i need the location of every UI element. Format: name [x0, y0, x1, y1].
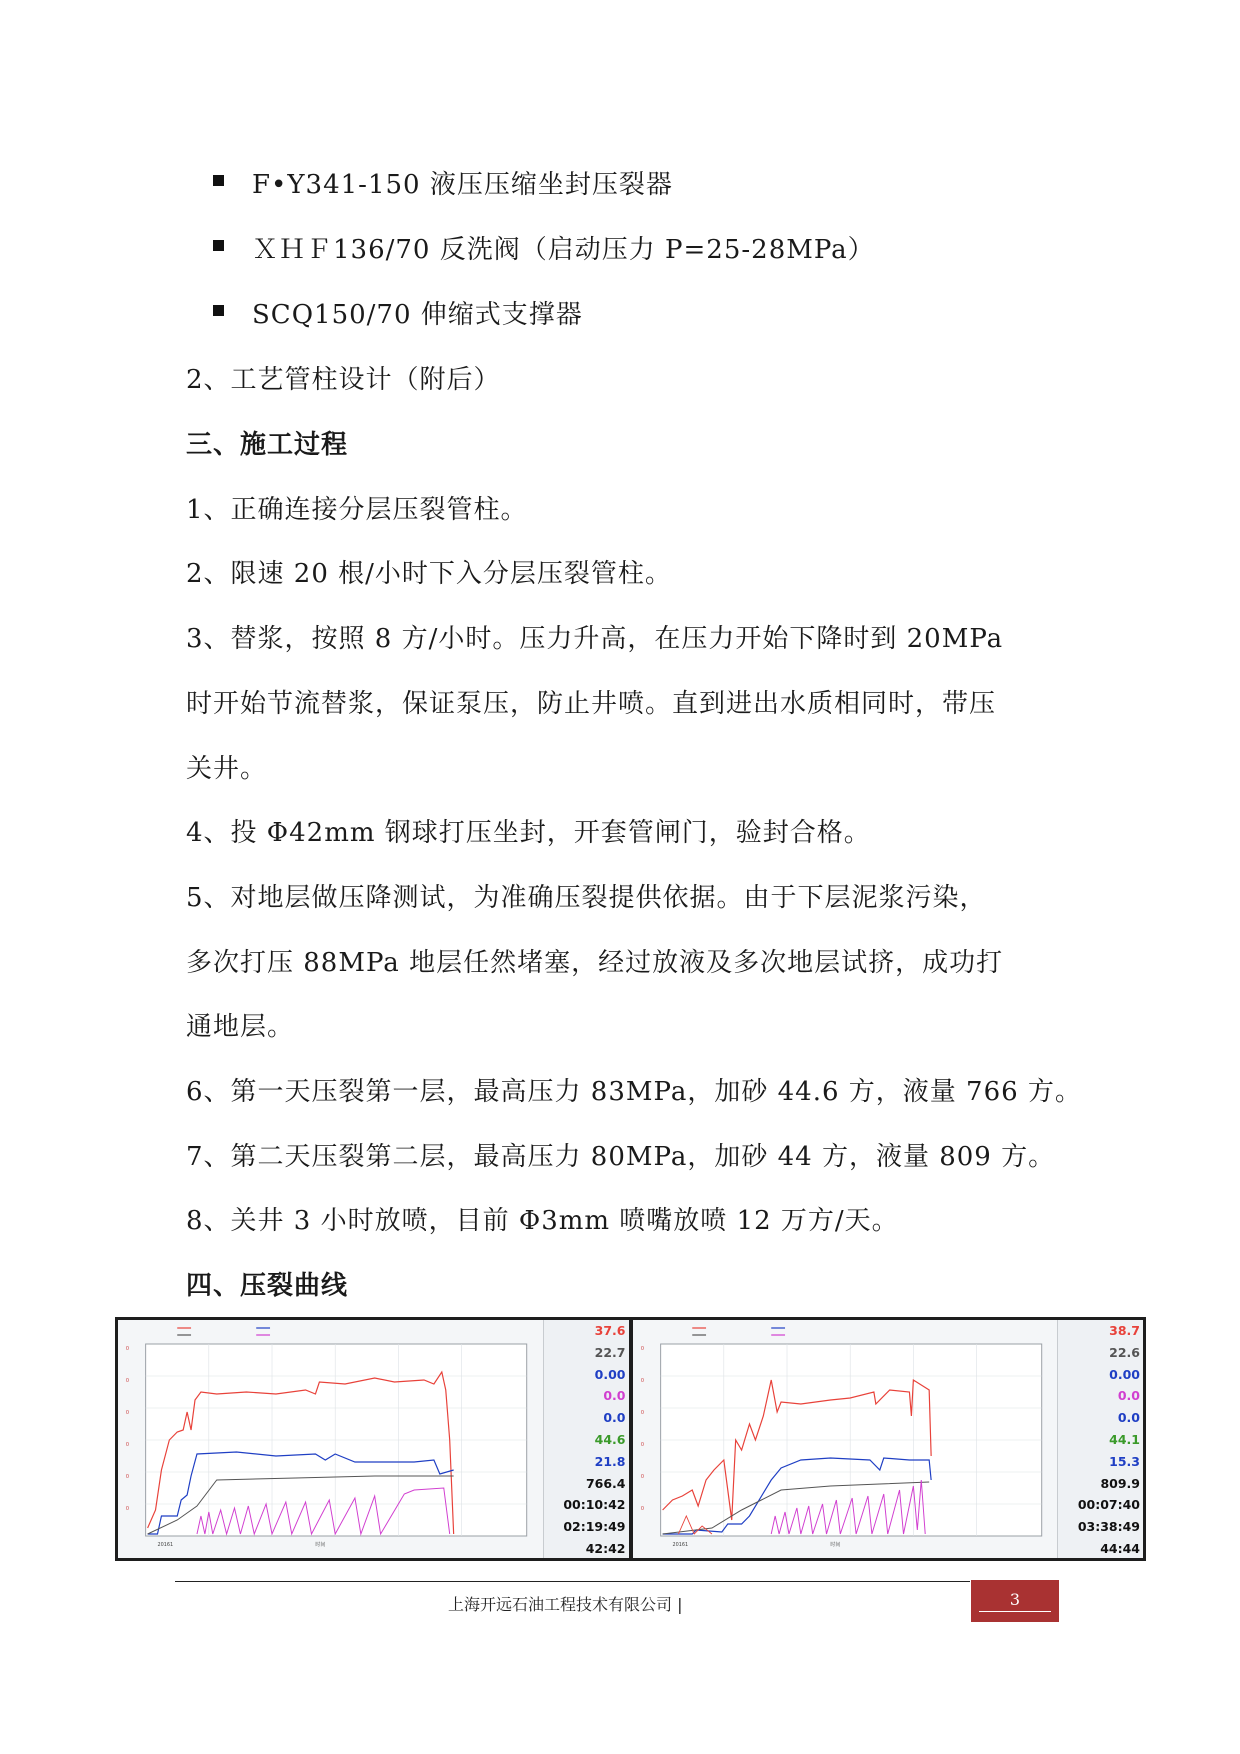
footer-company: 上海开远石油工程技术有限公司 |: [448, 1595, 683, 1614]
curve-graph-1: [118, 1320, 543, 1558]
design-item: 2、工艺管柱设计（附后）: [186, 365, 501, 395]
fracture-curve-panel-2: [633, 1320, 1144, 1558]
bullet-marker: [213, 240, 224, 251]
step-5-cont: 通地层。: [186, 1012, 295, 1042]
readout-value: 38.7: [1109, 1323, 1140, 1338]
readout-sidebar-2: [1057, 1320, 1143, 1558]
readout-value: 44.1: [1109, 1431, 1140, 1447]
curve-graph-2: [633, 1320, 1058, 1558]
step-4: 4、投 Φ42mm 钢球打压坐封，开套管闸门，验封合格。: [186, 818, 871, 848]
svg-text:0: 0: [125, 1441, 130, 1449]
curve-plot-1: [118, 1320, 543, 1558]
svg-text:0: 0: [640, 1505, 644, 1513]
step-3-cont: 关井。: [186, 754, 268, 784]
step-5-cont: 多次打压 88MPa 地层任然堵塞，经过放液及多次地层试挤，成功打: [186, 948, 1004, 978]
readout-value: 03:38:49: [1077, 1519, 1140, 1535]
readout-value: 766.4: [585, 1475, 626, 1491]
step-3: 3、替浆，按照 8 方/小时。压力升高，在压力开始下降时到 20MPa: [186, 624, 1004, 654]
bullet-marker: [213, 175, 224, 186]
readout-value: 0.0: [603, 1410, 626, 1426]
readout-value: 0.0: [1117, 1388, 1140, 1404]
page-number-underline: [979, 1611, 1051, 1612]
readout-value: 00:07:40: [1077, 1497, 1140, 1513]
page-number-box: [971, 1580, 1059, 1622]
step-7: 7、第二天压裂第二层，最高压力 80MPa，加砂 44 方，液量 809 方。: [186, 1142, 1056, 1172]
step-8: 8、关井 3 小时放喷，目前 Φ3mm 喷嘴放喷 12 万方/天。: [186, 1206, 899, 1236]
readout-value: 44:44: [1100, 1540, 1140, 1556]
bullet-item: F•Y341-150 液压压缩坐封压裂器: [252, 170, 673, 200]
fracture-curve-panel-1: [118, 1320, 629, 1558]
svg-text:0: 0: [125, 1409, 130, 1417]
readout-value: 02:19:49: [563, 1519, 626, 1535]
readout-value: 0.0: [603, 1388, 626, 1404]
step-2: 2、限速 20 根/小时下入分层压裂管柱。: [186, 559, 672, 589]
step-1: 1、正确连接分层压裂管柱。: [186, 495, 528, 525]
svg-text:时间: 时间: [829, 1541, 840, 1549]
svg-text:时间: 时间: [315, 1541, 326, 1549]
page-number: 3: [1009, 1590, 1021, 1609]
svg-text:0: 0: [640, 1377, 644, 1385]
readout-value: 0.00: [594, 1366, 626, 1382]
bullet-item: ＸＨＦ136/70 反洗阀（启动压力 P=25-28MPa）: [252, 235, 875, 265]
fracture-curve-photos: [115, 1317, 1146, 1561]
section-heading-curves: 四、压裂曲线: [186, 1271, 349, 1301]
svg-text:0: 0: [640, 1345, 644, 1353]
readout-value: 42:42: [585, 1540, 626, 1556]
readout-value: 22.7: [594, 1344, 626, 1360]
svg-text:0: 0: [125, 1345, 130, 1353]
readout-value: 44.6: [594, 1431, 626, 1447]
svg-text:0: 0: [640, 1441, 644, 1449]
readout-value: 21.8: [594, 1453, 626, 1469]
section-heading-process: 三、施工过程: [186, 430, 349, 460]
svg-text:0: 0: [125, 1505, 130, 1513]
svg-text:0: 0: [125, 1473, 130, 1481]
readout-value: 0.0: [1117, 1410, 1140, 1426]
svg-text:0: 0: [125, 1377, 130, 1385]
footer-rule: [175, 1581, 970, 1582]
curve-plot-2: [633, 1320, 1058, 1558]
readout-value: 22.6: [1109, 1344, 1140, 1360]
readout-value: 809.9: [1100, 1475, 1140, 1491]
readout-sidebar-1: [543, 1320, 629, 1558]
step-3-cont: 时开始节流替浆，保证泵压，防止井喷。直到进出水质相同时，带压: [186, 689, 997, 719]
svg-text:0: 0: [640, 1473, 644, 1481]
readout-value: 00:10:42: [563, 1497, 626, 1513]
step-6: 6、第一天压裂第一层，最高压力 83MPa，加砂 44.6 方，液量 766 方。: [186, 1077, 1082, 1107]
readout-value: 37.6: [594, 1323, 626, 1338]
bullet-item: SCQ150/70 伸缩式支撑器: [252, 300, 583, 330]
step-5: 5、对地层做压降测试，为准确压裂提供依据。由于下层泥浆污染，: [186, 883, 987, 913]
svg-text:0: 0: [640, 1409, 644, 1417]
readout-value: 15.3: [1109, 1453, 1140, 1469]
readout-value: 0.00: [1109, 1366, 1140, 1382]
svg-text:20161: 20161: [157, 1541, 174, 1549]
svg-text:20161: 20161: [671, 1541, 688, 1549]
bullet-marker: [213, 305, 224, 316]
